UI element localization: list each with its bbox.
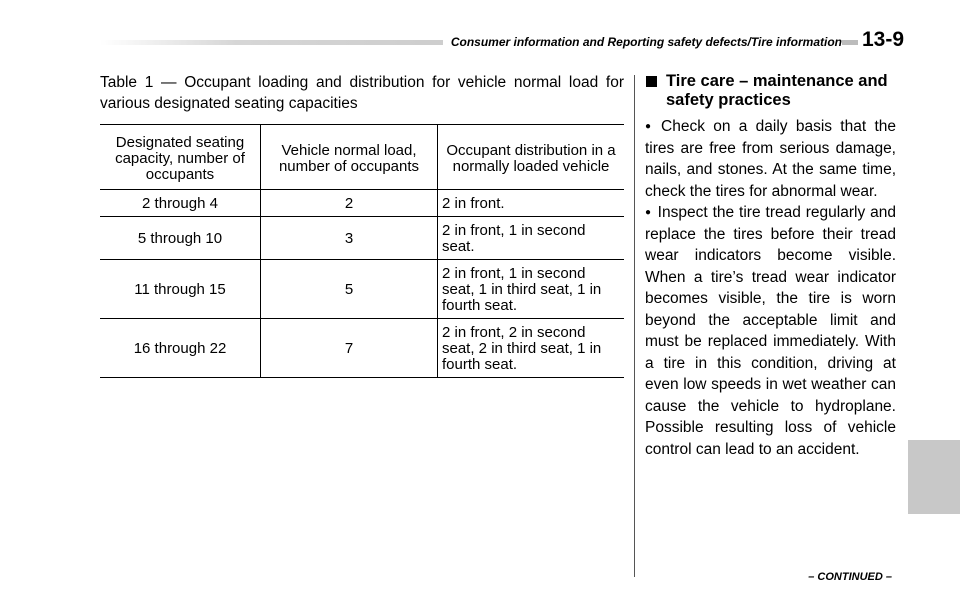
- chapter-side-tab: [908, 440, 960, 514]
- occupant-loading-table: [100, 124, 624, 378]
- bullet-text: Inspect the tire tread regularly and replace the tires before their tread wear indicators become visible. When a tire’s tread wear indicator becomes visible, the tire is worn beyond the acceptable limit and must be replaced immediately. With a tire in this condition, driving at even low speeds in wet weather can cause the vehicle to hydroplane. Possible resulting loss of vehicle control can lead to an accident.: [645, 204, 897, 458]
- section-square-icon: [646, 76, 657, 87]
- table-cell: 11 through 15: [100, 260, 261, 319]
- table-cell: 2 in front, 1 in second seat, 1 in third seat, 1 in fourth seat.: [438, 260, 625, 319]
- table-row: [100, 260, 624, 319]
- table-cell: 2 in front, 2 in second seat, 2 in third seat, 1 in fourth seat.: [438, 319, 625, 378]
- table-cell: 2 in front, 1 in second seat.: [438, 217, 625, 260]
- bullet-dot-icon: ●: [645, 121, 656, 132]
- column-header-occupant-distribution: Occupant distribution in a normally loaded vehicle: [438, 125, 625, 190]
- bullet-paragraph: [645, 116, 896, 202]
- page-number: 13-9: [858, 28, 908, 52]
- bullet-paragraph: [645, 202, 896, 460]
- continued-label: – CONTINUED –: [808, 571, 892, 583]
- right-column: [645, 72, 896, 460]
- table-cell: 2 in front.: [438, 190, 625, 217]
- column-header-normal-load: Vehicle normal load, number of occupants: [261, 125, 438, 190]
- table-row: [100, 319, 624, 378]
- bullet-dot-icon: ●: [645, 207, 652, 218]
- table-caption: Table 1 — Occupant loading and distribution for vehicle normal load for various designated seating capacities: [100, 74, 624, 112]
- table-row: [100, 217, 624, 260]
- section-title: Tire care – maintenance and safety practices: [666, 72, 888, 109]
- table-cell: 5 through 10: [100, 217, 261, 260]
- table-cell: 2: [261, 190, 438, 217]
- column-divider: [634, 75, 635, 577]
- bullet-text: Check on a daily basis that the tires are free from serious damage, nails, and stones. At the same time, check the tires for abnormal wear.: [645, 118, 896, 200]
- table-cell: 2 through 4: [100, 190, 261, 217]
- table-cell: 5: [261, 260, 438, 319]
- table-cell: 16 through 22: [100, 319, 261, 378]
- table-header-row: [100, 125, 624, 190]
- column-header-seating-capacity: Designated seating capacity, number of occupants: [100, 125, 261, 190]
- table-cell: 3: [261, 217, 438, 260]
- table-row: [100, 190, 624, 217]
- running-title: Consumer information and Reporting safety defects/Tire information: [443, 35, 842, 49]
- table-cell: 7: [261, 319, 438, 378]
- left-column: [100, 72, 624, 378]
- section-heading: [645, 72, 896, 110]
